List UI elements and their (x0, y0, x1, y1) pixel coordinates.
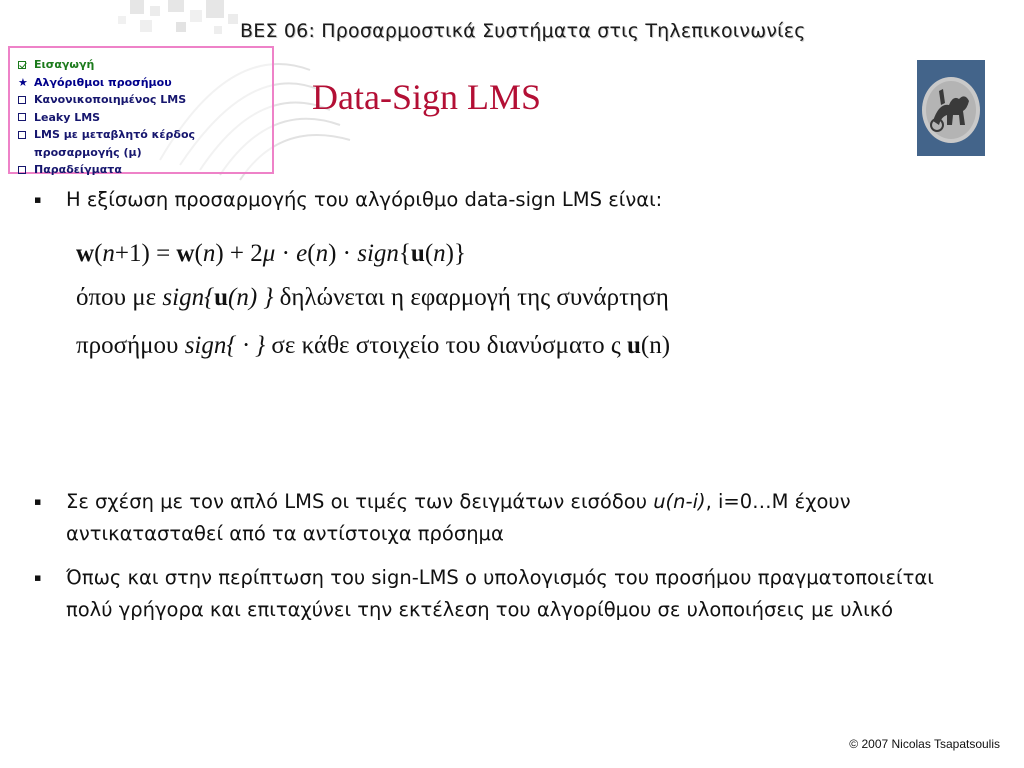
nav-item-sign-algorithms[interactable] (18, 74, 272, 92)
nav-item-label: Παραδείγματα (34, 163, 122, 176)
unchecked-box-icon (18, 109, 34, 127)
nav-item-introduction[interactable] (18, 56, 272, 74)
nav-item-normalized-lms[interactable] (18, 91, 272, 109)
course-header: ΒΕΣ 06: Προσαρμοστικά Συστήματα στις Τηλεπικοινωνίες (240, 20, 806, 42)
bullet-text: Όπως και στην περίπτωση του sign-LMS ο υπολογισμός του προσήμου πραγματοποιείται πολύ γρήγορα και επιταχύνει την εκτέλεση του αλγορίθμου σε υλοποιήσεις με υλικό (66, 566, 934, 621)
bullet-marker: ▪ (34, 193, 42, 206)
bullet-input-signs (34, 486, 974, 550)
chariot-coin-icon (919, 65, 983, 151)
coin-logo (917, 60, 985, 156)
section-navigation (8, 46, 274, 174)
nav-item-label: Leaky LMS (34, 110, 101, 124)
bullet-marker: ▪ (34, 571, 42, 584)
bullet-hardware-speed (34, 562, 974, 626)
nav-item-label: Εισαγωγή (34, 58, 95, 71)
nav-item-leaky-lms[interactable] (18, 109, 272, 127)
nav-item-variable-gain-lms[interactable] (18, 126, 272, 144)
unchecked-box-icon (18, 161, 34, 179)
checked-box-icon (18, 56, 34, 74)
nav-item-label: Αλγόριθμοι προσήμου (34, 75, 172, 89)
nav-item-examples[interactable] (18, 161, 272, 179)
bullet-text: Η εξίσωση προσαρμογής του αλγόριθμο data-sign LMS είναι: (66, 188, 663, 211)
unchecked-box-icon (18, 126, 34, 144)
nav-item-label: Κανονικοποιημένος LMS (34, 93, 187, 106)
bullet-equation-intro (34, 184, 662, 216)
bullet-marker: ▪ (34, 495, 42, 508)
star-icon: ★ (18, 75, 28, 89)
bullet-text: Σε σχέση με τον απλό LMS οι τιμές των δειγμάτων εισόδου u(n-i), i=0…M έχουν αντικατασταθεί από τα αντίστοιχα πρόσημα (66, 490, 851, 545)
update-equation: w(n+1) = w(n) + 2μ · e(n) · sign{u(n)} (76, 240, 466, 267)
equation-explanation-line-1: όπου με sign{u(n) } δηλώνεται η εφαρμογή της συνάρτηση (76, 284, 669, 311)
nav-item-label: προσαρμογής (μ) (34, 145, 142, 159)
nav-item-variable-gain-lms-cont[interactable] (18, 144, 272, 162)
slide-title: Data-Sign LMS (312, 77, 541, 117)
equation-explanation-line-2: προσήμου sign{ · } σε κάθε στοιχείο του διανύσματο ς u(n) (76, 332, 671, 359)
unchecked-box-icon (18, 91, 34, 109)
nav-item-label: LMS με μεταβλητό κέρδος (34, 128, 196, 141)
copyright-footer: © 2007 Nicolas Tsapatsoulis (849, 737, 1000, 751)
